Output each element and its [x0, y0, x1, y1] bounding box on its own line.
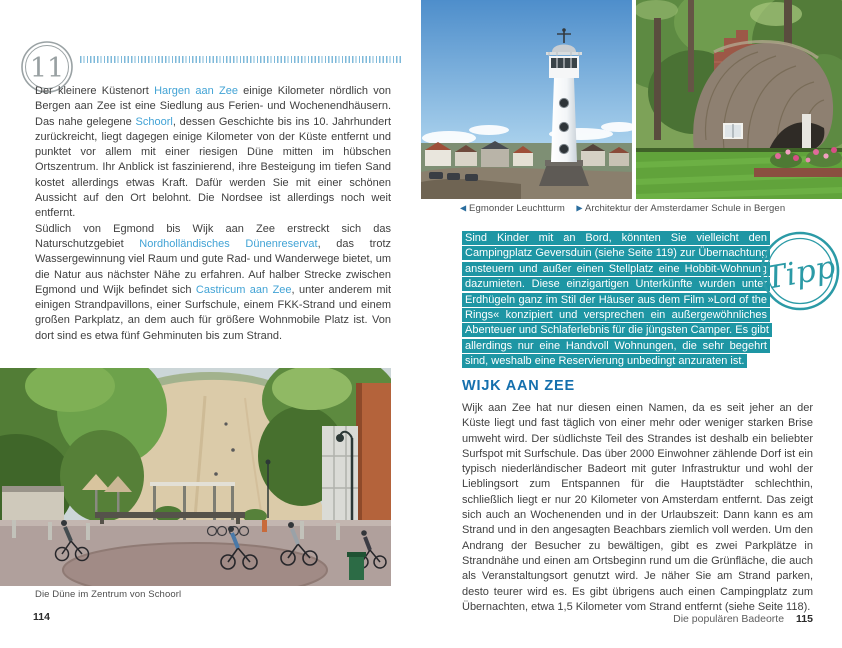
body-text: einige Kilometer nördlich von Bergen aan Zee ist eine Siedlung aus Ferien- und Wochenendhäusern. Das nahe gelegene [35, 85, 391, 128]
place-reference-schoorl: Schoorl [135, 115, 173, 128]
body-text: , unter anderem mit einigen Strandpavillons, einer Surfschule, einem FKK-Strand und einem großen Parkplatz, an dem auch für größere Wohnmobile Platz ist. Von dort sind es etwa fünf Gehminuten bis zum Strand. [35, 283, 391, 342]
running-title: Die populären Badeorte [673, 613, 785, 625]
page-number-left: 114 [33, 611, 50, 623]
place-reference-castricum: Castricum aan Zee [195, 283, 292, 296]
chapter-number: 11 [29, 53, 65, 84]
photo-captions-bar [460, 203, 842, 214]
body-text: , das trotz Wassergewinnung viel Raum und gute Rad- und Wanderwege bietet, um die Natur aus nächster Nähe zu erfahren. Auf halber Strecke zwischen Egmond und Wijk befindet sich [35, 237, 392, 296]
tip-highlighted-text: Sind Kinder mit an Bord, könnten Sie vielleicht den Campingplatz Geversduin (siehe Seite 119) zur Übernachtung ansteuern und außer einen Stellplatz eine Hobbit-Wohnung dazumieten. Diese einzigartigen Unterkünfte wurden unter Erdhügeln ganz im Stil der Häuser aus dem Film »Lord of the Rings« konzipiert und versprechen ein außergewöhnliches Abenteuer und Schlaferlebnis für die jüngsten Camper. Es gibt allerdings nur eine Handvoll Wohnungen, die sehr begehrt sind, weshalb eine Reservierung unbedingt anzuraten ist. [462, 231, 772, 368]
section-heading-wijk-aan-zee: WIJK AAN ZEE [462, 378, 575, 394]
photo-egmond-lighthouse [421, 0, 632, 199]
right-text-column [462, 401, 813, 615]
caption-architecture: Architektur der Amsterdamer Schule in Bergen [584, 203, 786, 214]
footer-right [462, 613, 813, 625]
photo-amsterdam-school-building [636, 0, 842, 199]
caption-lighthouse: Egmonder Leuchtturm [469, 203, 565, 214]
left-text-column [35, 84, 391, 344]
tip-box [462, 231, 770, 370]
place-reference-duenenreservat: Nordholländisches Dünenreservat [139, 237, 318, 250]
body-text: Der kleinere Küstenort [35, 85, 155, 97]
body-text: Südlich von Egmond bis Wijk aan Zee erstreckt sich das Naturschutzgebiet [35, 222, 391, 250]
paragraph-hargen [35, 84, 391, 222]
tip-circle-icon [757, 227, 842, 315]
tip-badge-label: Tipp [762, 249, 839, 297]
paragraph-duenenreservat [35, 222, 391, 344]
arrow-right-icon: ▶ [576, 203, 583, 213]
page-number-right: 115 [796, 613, 813, 625]
decorative-dashed-rule [80, 56, 402, 63]
tip-badge [757, 227, 842, 315]
photo-schoorl-dune [0, 368, 391, 586]
arrow-left-icon: ◀ [460, 203, 467, 213]
body-text: , dessen Geschichte bis ins 10. Jahrhundert zurückreicht, liegt dagegen einige Kilometer von der Küste entfernt und punktet vor allem mit einer riesigen Düne mitten im hübschen Ortszentrum. Ihr Anblick ist faszinierend, ihre Besteigung im tiefen Sand kostet allerdings etwas Kraft. Dafür werden Sie mit einer schönen Aussicht auf den Ort belohnt. Die Nordsee ist allerdings noch weit entfernt. [35, 115, 392, 220]
place-reference-hargen: Hargen aan Zee [154, 85, 238, 97]
photo-caption-dune: Die Düne im Zentrum von Schoorl [35, 589, 182, 600]
paragraph-wijk-aan-zee: Wijk aan Zee hat nur diesen einen Namen, da es seit jeher an der Küste liegt und fast täglich von einer mehr oder weniger starken Brise umweht wird. Der südlichste Teil des Strandes ist deshalb ein beliebter Surfspot mit Surfschule. Das über 2000 Einwohner zählende Dorf ist ein typisch niederländischer Badeort mit guter Infrastruktur und wohl der Lieblingsort zum Entspannen für die Hauptstädter schlechthin, schließlich liegt er nur 20 Kilometer von Amsterdam entfernt. Das zeigt sich auch an Wochenenden und in der Urlaubszeit: Dann kann es am Strand und in den angesagten Beachbars ziemlich voll werden. Um den Andrang der Besucher zu bewältigen, gibt es zwei Parkplätze in Strandnähe und einen am Ortsbeginn rund um die Grünfläche, die auch als Veranstaltungsort genutzt wird. Je näher Sie am Strand parken, desto teurer wird es. Es gibt übrigens auch einen Campingplatz zum Übernachten, etwa 1,5 Kilometer vom Strand entfernt (siehe Seite 118). [462, 402, 813, 613]
